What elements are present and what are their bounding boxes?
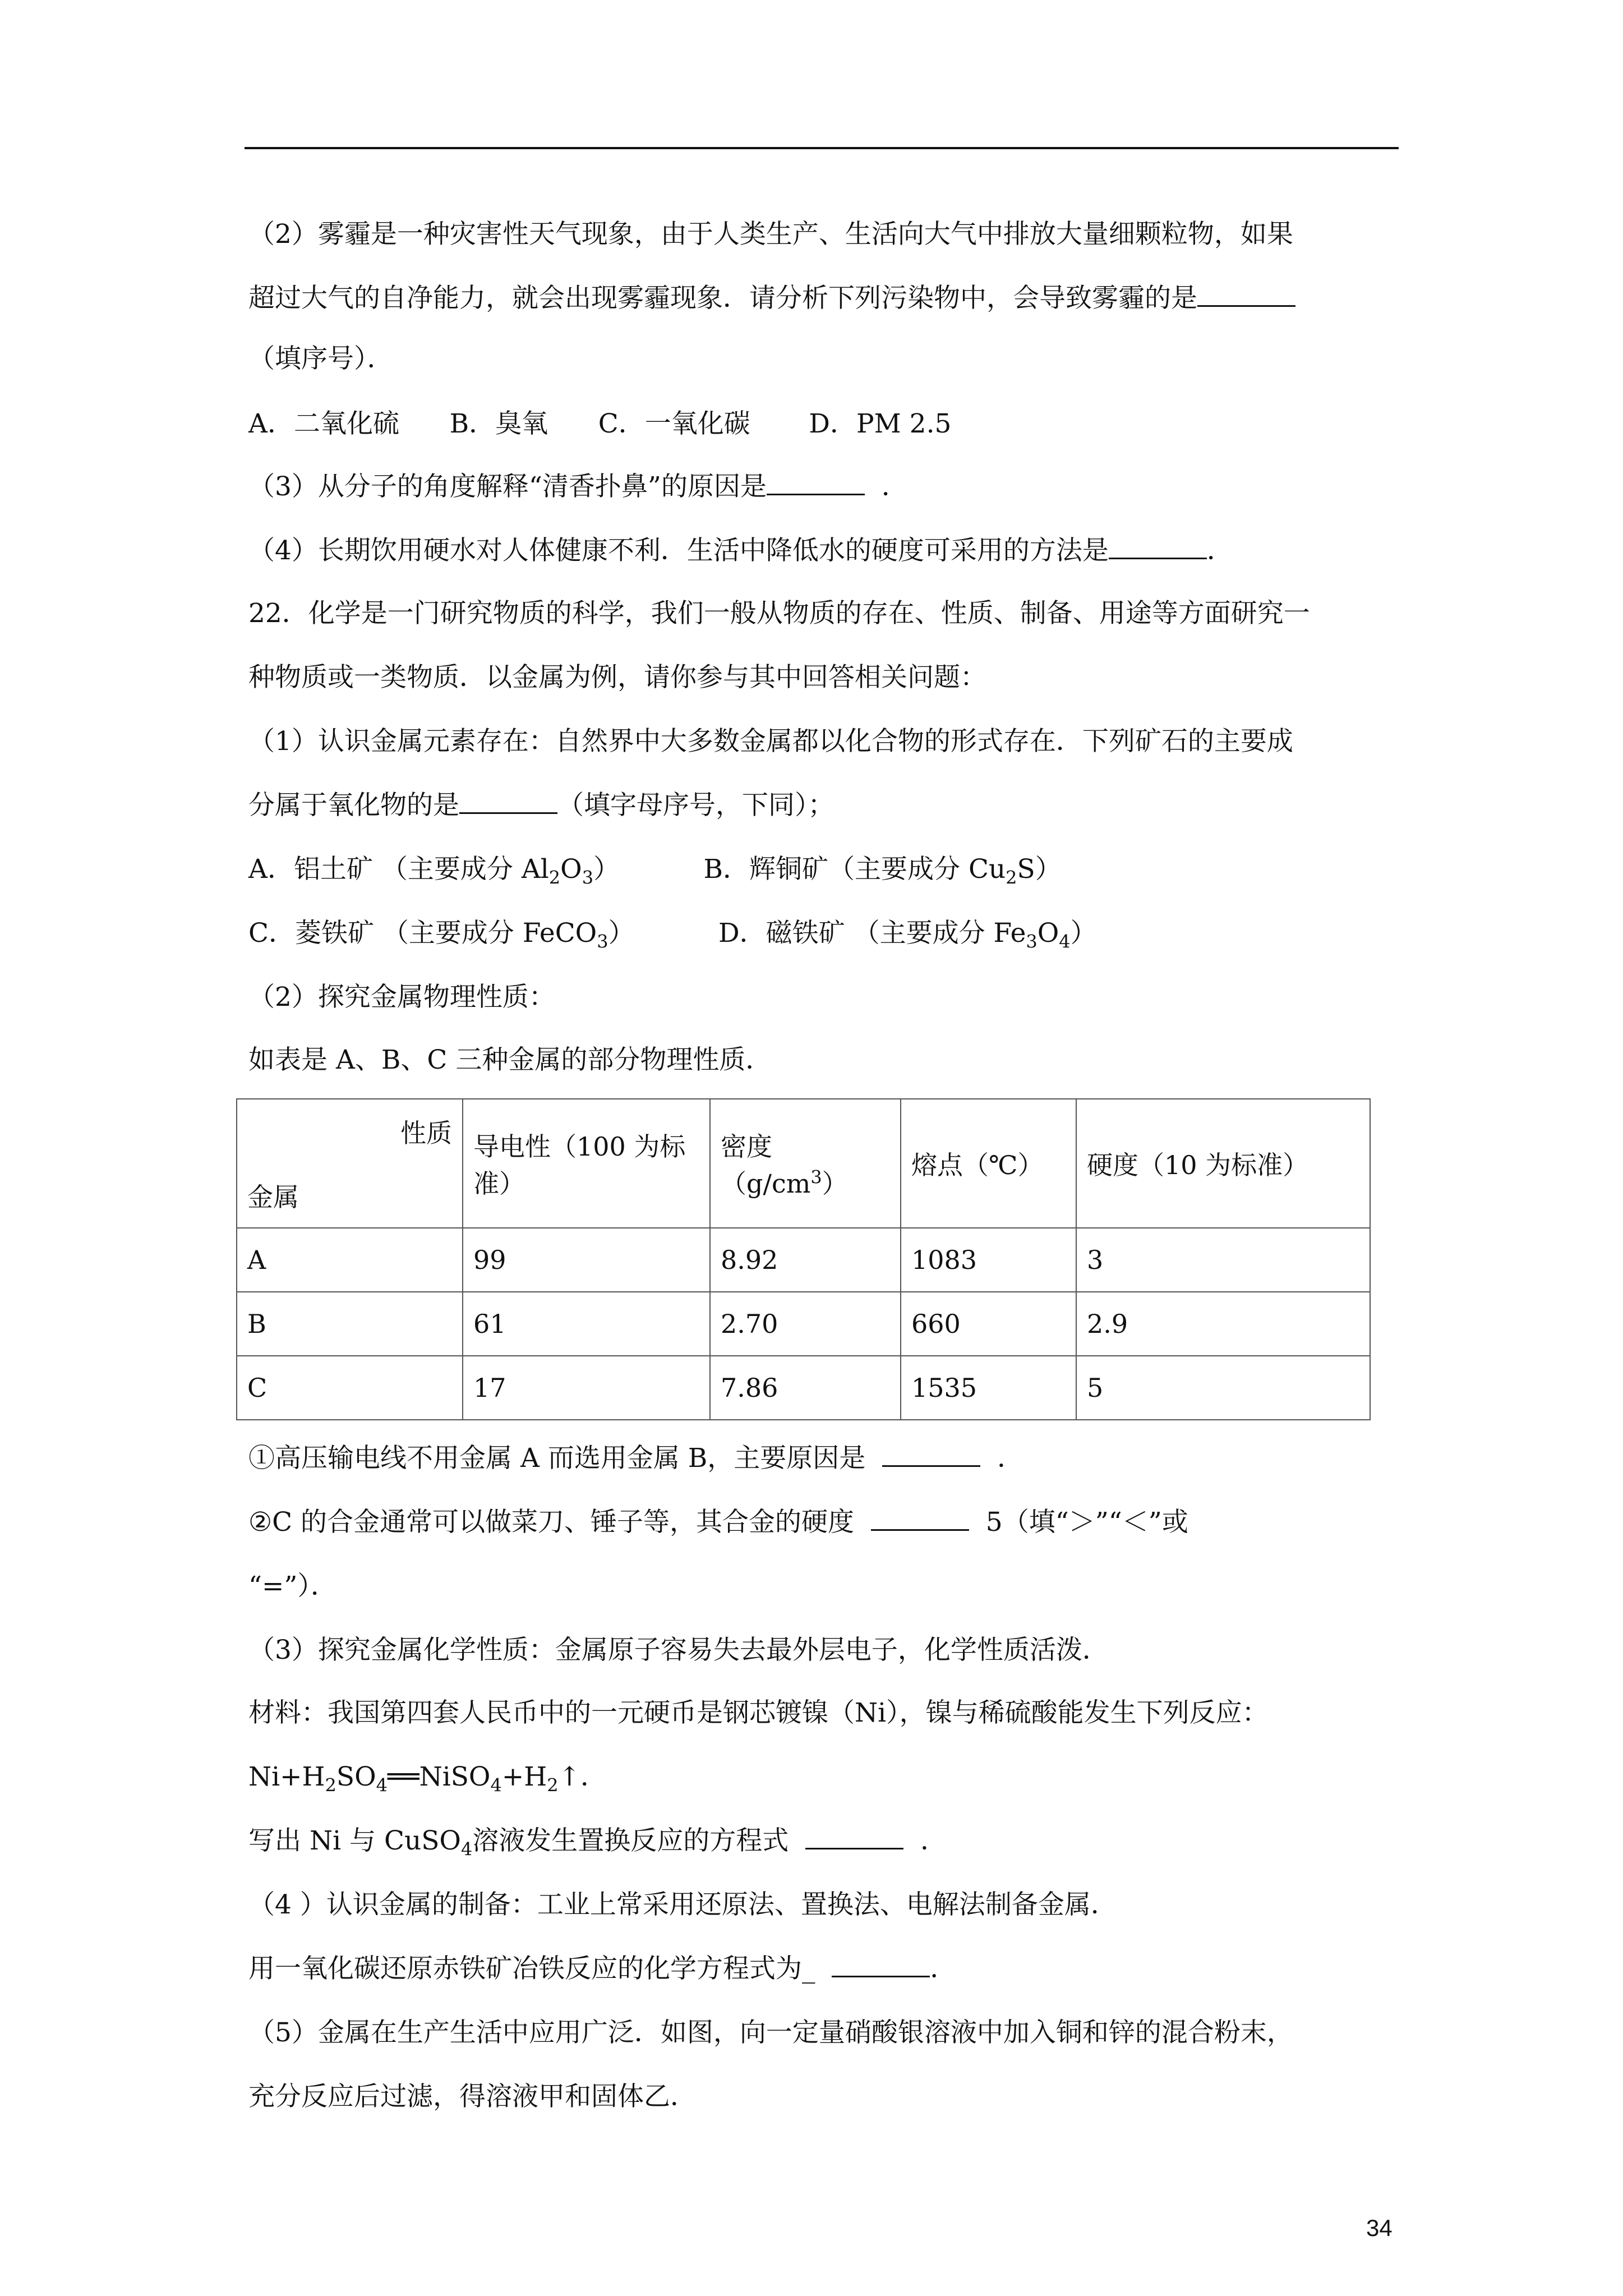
header-cell-conductivity: 导电性（100 为标准） [463,1099,710,1228]
text-line: （1）认识金属元素存在：自然界中大多数金属都以化合物的形式存在．下列矿石的主要成 [248,726,1293,757]
text-line: 如表是 A、B、C 三种金属的部分物理性质． [248,1045,772,1075]
equation-line: $Ni+H_2SO_4══NiSO_4+H_2↑$． [248,1761,607,1796]
text-line: 种物质或一类物质．以金属为例，请你参与其中回答相关问题： [248,662,986,693]
metal-properties-table [236,1098,1371,1420]
table-row: C 17 7.86 1535 5 [237,1356,1370,1420]
answer-blank [459,790,557,814]
options-line: A．铝土矿 （主要成分 $Al_2O_3$） B．辉铜矿（主要成分 $Cu_2S$） [248,854,1062,889]
table-row: B 61 2.70 660 2.9 [237,1292,1370,1356]
text-line: （填序号）． [248,343,394,374]
text-line: ①高压输电线不用金属 A 而选用金属 B，主要原因是 ． [248,1443,1024,1474]
header-cell-corner: 性质 金属 [237,1099,463,1228]
answer-blank [882,1443,980,1467]
answer-blank [805,1825,903,1849]
answer-blank [1109,535,1207,559]
answer-blank [1197,283,1295,307]
header-rule [245,147,1399,149]
options-line: A．二氧化硫 B．臭氧 C．一氧化碳 D．PM 2.5 [248,408,952,439]
text-line: （3）从分子的角度解释“清香扑鼻”的原因是 ． [248,471,908,502]
text-line: 分属于氧化物的是 （填字母序号，下同）； [248,790,834,821]
header-cell-melting: 熔点（℃） [901,1099,1076,1228]
text-line: 充分反应后过滤，得溶液甲和固体乙． [248,2081,697,2112]
header-cell-hardness: 硬度（10 为标准） [1076,1099,1370,1228]
answer-blank [832,1953,930,1977]
text-line: （4 ）认识金属的制备：工业上常采用还原法、置换法、电解法制备金属． [248,1889,1117,1920]
table-row: A 99 8.92 1083 3 [237,1228,1370,1292]
text-line: 超过大气的自净能力，就会出现雾霾现象．请分析下列污染物中，会导致雾霾的是 [248,280,1295,316]
text-line: （5）金属在生产生活中应用广泛．如图，向一定量硝酸银溶液中加入铜和锌的混合粉末， [248,2017,1293,2048]
text-line: 用一氧化碳还原赤铁矿冶铁反应的化学方程式为_ ． [248,1953,957,1984]
text-line: （2）探究金属物理性质： [248,982,555,1013]
text-line: 材料：我国第四套人民币中的一元硬币是钢芯镀镍（Ni），镍与稀硫酸能发生下列反应： [248,1697,1269,1728]
text-line: ②C 的合金通常可以做菜刀、锤子等，其合金的硬度 5（填“＞”“＜”或 [248,1507,1188,1538]
text-line: 写出 Ni 与 CuSO$_4$溶液发生置换反应的方程式 ． [248,1825,947,1860]
answer-blank [871,1507,969,1531]
table-header-row [237,1099,1370,1228]
options-line: C．菱铁矿 （主要成分 FeCO$_3$） D．磁铁矿 （主要成分 $Fe_3O_4$） [248,918,1097,953]
page-number: 34 [1366,2215,1393,2241]
text-line: （3）探究金属化学性质：金属原子容易失去最外层电子，化学性质活泼． [248,1635,1109,1665]
text-line: （4）长期饮用硬水对人体健康不利．生活中降低水的硬度可采用的方法是 ． [248,535,1233,566]
text-line: “=”）． [248,1571,337,1602]
text-line: （2）雾霾是一种灾害性天气现象，由于人类生产、生活向大气中排放大量细颗粒物，如果 [248,219,1293,250]
question-22-line: 22．化学是一门研究物质的科学，我们一般从物质的存在、性质、制备、用途等方面研究一 [248,598,1310,629]
header-cell-density: 密度$(g/cm^3)$ [710,1099,901,1228]
answer-blank [767,471,865,495]
